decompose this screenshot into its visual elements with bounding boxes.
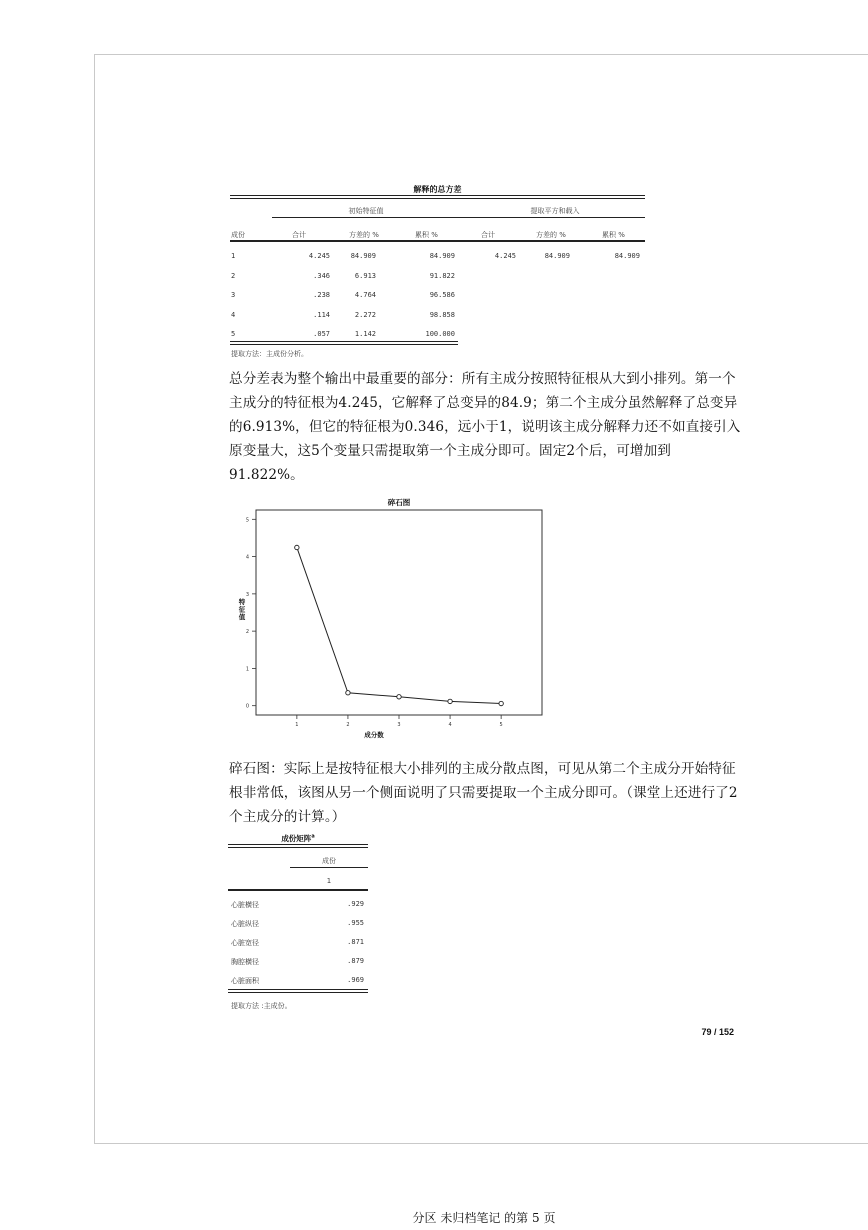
cell-component: 2 (231, 271, 236, 280)
row-value: .871 (347, 938, 364, 946)
plot-frame (256, 510, 542, 715)
row-value: .955 (347, 919, 364, 927)
ct-top-rule-2 (228, 847, 368, 848)
cell-total-extract: 4.245 (494, 252, 516, 260)
cell-cumulative: 98.858 (429, 310, 455, 319)
row-value: .879 (347, 957, 364, 965)
cell-cumulative: 96.586 (429, 291, 455, 299)
ct-bottom-rule-2 (228, 992, 368, 993)
cell-cumulative: 84.909 (429, 252, 455, 260)
table-bottom-rule-2 (230, 344, 458, 345)
cell-total: .057 (313, 330, 330, 338)
table-bottom-rule (230, 341, 458, 342)
cell-total: .238 (313, 291, 330, 299)
cell-total: .346 (313, 271, 330, 280)
col-total-2: 合计 (481, 231, 495, 239)
row-label: 心脏纵径 (231, 920, 259, 928)
data-point (295, 545, 299, 549)
component-matrix-note: 提取方法 :主成份。 (231, 1002, 292, 1010)
series-line (297, 547, 501, 703)
cell-total: .114 (313, 310, 330, 319)
x-axis-label: 成分数 (364, 731, 384, 739)
x-tick-label: 5 (499, 722, 503, 728)
component-matrix-title (228, 833, 368, 844)
col-total-1: 合计 (292, 231, 306, 239)
y-tick-label: 3 (245, 591, 249, 598)
cell-variance: 6.913 (354, 271, 376, 280)
row-value: .929 (347, 900, 364, 908)
data-point (448, 699, 452, 703)
data-point (346, 691, 350, 695)
table-top-rule (230, 195, 645, 196)
y-tick-label: 1 (245, 666, 249, 673)
ct-top-rule (228, 844, 368, 845)
page-number: 79 / 152 (701, 1027, 734, 1037)
y-tick-label: 5 (245, 517, 249, 524)
x-tick-label: 4 (448, 722, 452, 728)
col-cumulative-2: 累积 % (602, 231, 625, 239)
col-component: 成份 (231, 231, 245, 239)
table-top-rule-2 (230, 198, 645, 199)
group-initial-eigen: 初始特征值 (348, 207, 384, 215)
x-tick-label: 2 (346, 722, 350, 728)
data-point (397, 695, 401, 699)
data-point (499, 701, 503, 705)
chart-title: 碎石图 (387, 498, 411, 507)
col-variance-1: 方差的 % (349, 231, 379, 239)
col-variance-2: 方差的 % (536, 231, 566, 239)
col-cumulative-1: 累积 % (415, 231, 438, 239)
component-matrix-title-sup: a (311, 833, 315, 840)
y-axis-label: 特征值 (238, 598, 246, 621)
cell-cumulative: 100.000 (425, 330, 455, 338)
variance-table-title: 解释的总方差 (413, 185, 462, 194)
header-rule (230, 240, 645, 242)
row-label: 心脏横径 (231, 901, 259, 909)
cell-variance: 4.764 (354, 291, 376, 299)
x-tick-label: 1 (295, 722, 299, 728)
cell-variance: 2.272 (354, 310, 376, 319)
y-tick-label: 0 (245, 703, 249, 710)
paragraph-scree-explanation: 碎石图：实际上是按特征根大小排列的主成分散点图，可见从第二个主成分开始特征根非常低，该图从另一个侧面说明了只需要提取一个主成分即可。（课堂上还进行了2个主成分的计算。） (229, 761, 738, 825)
group-extraction: 提取平方和载入 (530, 207, 580, 215)
group-rule (272, 217, 645, 218)
row-label: 心脏宽径 (231, 939, 259, 947)
y-tick-label: 4 (245, 554, 249, 561)
ct-group-header: 成份 (322, 857, 336, 865)
scree-plot (228, 494, 548, 742)
paragraph-variance-explanation: 总分差表为整个输出中最重要的部分：所有主成分按照特征根从大到小排列。第一个主成分的特征根为4.245，它解释了总变异的84.9；第二个主成分虽然解释了总变异的6.913%，但它的特征根为0.346，远小于1，说明该主成分解释力还不如直接引入原变量大，这5个变量只需提取第一个主成分即可。固定2个后，可增加到91.822%。 (229, 371, 741, 483)
ct-bottom-rule (228, 989, 368, 990)
cell-component: 3 (231, 291, 236, 299)
cell-total: 4.245 (308, 252, 330, 260)
cell-component: 5 (231, 330, 236, 338)
row-value: .969 (347, 976, 364, 984)
component-matrix-title-text: 成份矩阵 (281, 834, 312, 843)
ct-col-header: 1 (326, 877, 332, 885)
ct-header-rule (228, 889, 368, 891)
cell-cumulative: 91.822 (429, 271, 455, 280)
cell-component: 1 (231, 252, 236, 260)
cell-variance: 84.909 (350, 252, 376, 260)
page-footer: 分区 未归档笔记 的第 5 页 (412, 1211, 556, 1225)
y-tick-label: 2 (245, 629, 249, 636)
cell-component: 4 (231, 310, 236, 319)
x-tick-label: 3 (397, 722, 401, 728)
cell-variance: 1.142 (354, 330, 376, 338)
row-label: 胸腔横径 (231, 958, 259, 966)
cell-cumulative-extract: 84.909 (614, 252, 640, 260)
variance-table-note: 提取方法：主成份分析。 (231, 350, 308, 358)
ct-group-rule (290, 867, 368, 868)
row-label: 心脏面积 (231, 977, 259, 985)
cell-variance-extract: 84.909 (544, 252, 570, 260)
